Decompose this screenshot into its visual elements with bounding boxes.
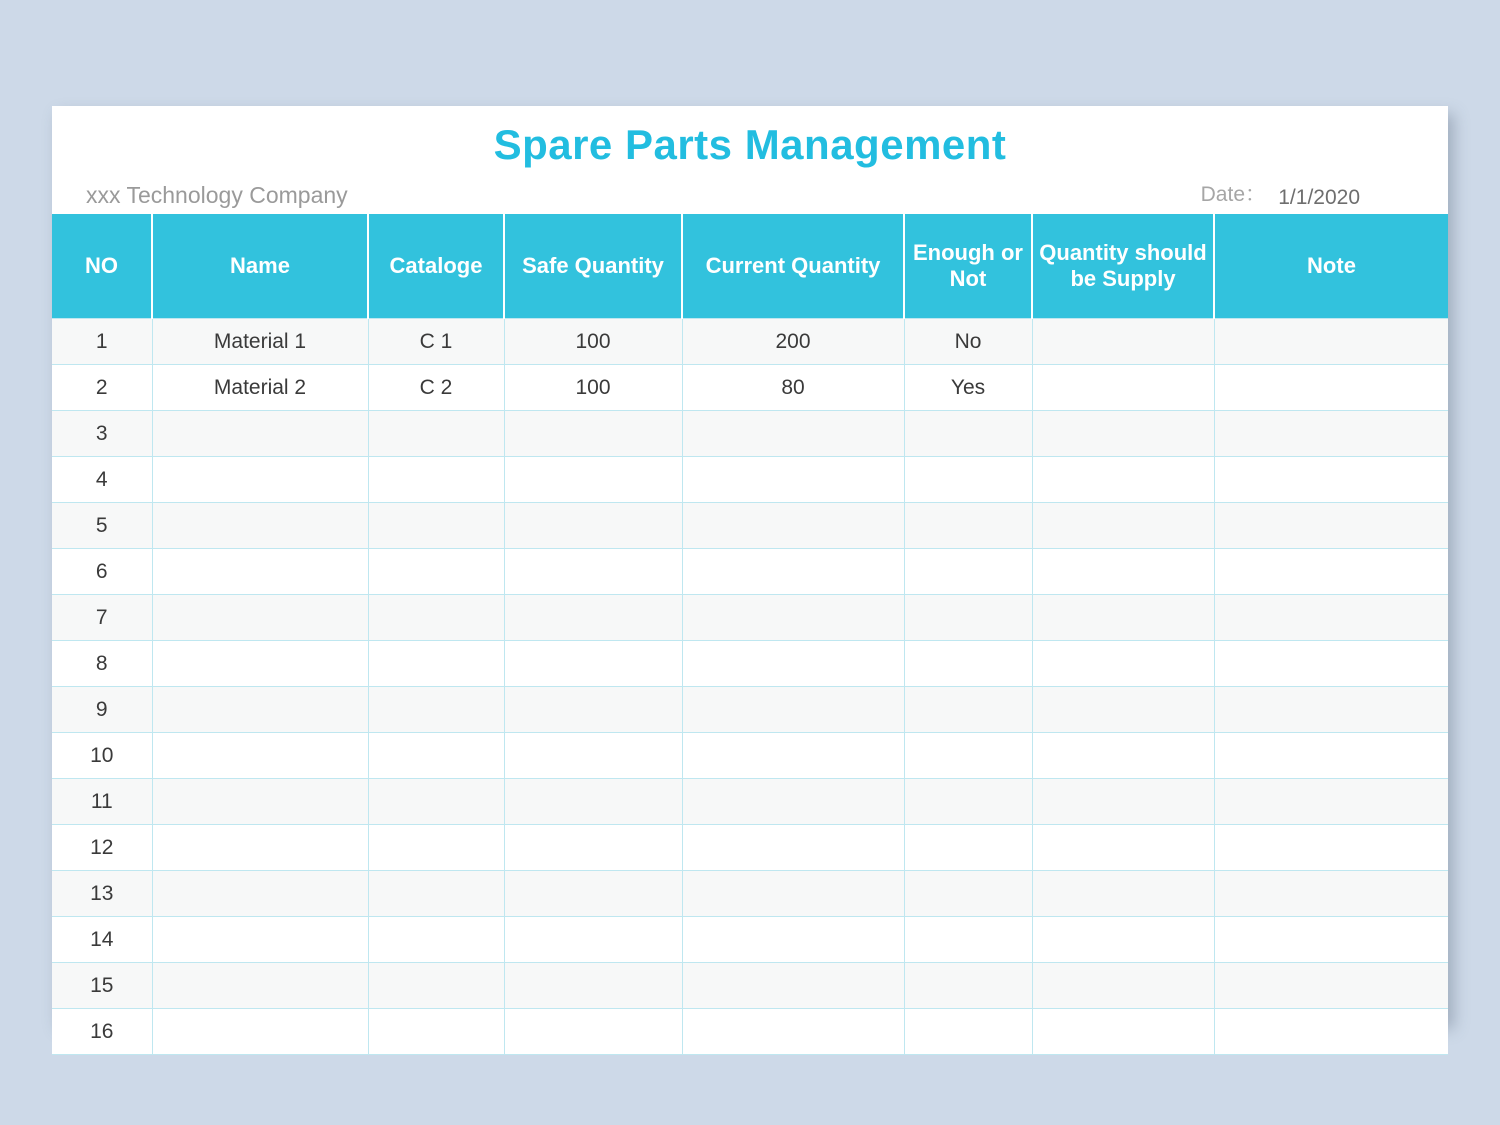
cell-name[interactable] [152,963,368,1009]
cell-cataloge[interactable] [368,503,504,549]
cell-note[interactable] [1214,687,1448,733]
cell-supply[interactable] [1032,595,1214,641]
cell-note[interactable] [1214,503,1448,549]
cell-current-quantity[interactable] [682,779,904,825]
table-row [52,917,1448,963]
table-row [52,779,1448,825]
cell-cataloge[interactable] [368,825,504,871]
cell-safe-quantity[interactable] [504,549,682,595]
cell-cataloge[interactable] [368,457,504,503]
column-header-quantity-should-be-supply: Quantity should be Supply [1032,214,1214,319]
cell-current-quantity[interactable] [682,595,904,641]
cell-supply[interactable] [1032,411,1214,457]
cell-supply[interactable] [1032,319,1214,365]
cell-note[interactable] [1214,457,1448,503]
cell-note[interactable] [1214,1009,1448,1055]
table-row [52,503,1448,549]
cell-supply[interactable] [1032,687,1214,733]
cell-no[interactable]: 14 [52,917,152,963]
cell-safe-quantity[interactable] [504,503,682,549]
cell-current-quantity[interactable] [682,549,904,595]
cell-enough-or-not[interactable] [904,641,1032,687]
cell-enough-or-not[interactable] [904,825,1032,871]
cell-supply[interactable] [1032,871,1214,917]
table-row [52,365,1448,411]
cell-name[interactable]: Material 1 [152,319,368,365]
cell-safe-quantity[interactable] [504,963,682,1009]
spare-parts-table [52,214,1448,1055]
cell-cataloge[interactable] [368,641,504,687]
cell-no[interactable]: 12 [52,825,152,871]
cell-name[interactable] [152,917,368,963]
cell-no[interactable]: 2 [52,365,152,411]
cell-name[interactable] [152,411,368,457]
cell-cataloge[interactable] [368,963,504,1009]
cell-current-quantity[interactable] [682,871,904,917]
column-header-enough-or-not: Enough or Not [904,214,1032,319]
cell-name[interactable] [152,641,368,687]
cell-no[interactable]: 7 [52,595,152,641]
sheet-subheader [52,168,1448,214]
cell-supply[interactable] [1032,963,1214,1009]
cell-name[interactable] [152,549,368,595]
cell-supply[interactable] [1032,365,1214,411]
table-row [52,871,1448,917]
cell-no[interactable]: 16 [52,1009,152,1055]
cell-enough-or-not[interactable] [904,871,1032,917]
cell-no[interactable]: 11 [52,779,152,825]
cell-name[interactable] [152,733,368,779]
cell-no[interactable]: 4 [52,457,152,503]
table-row [52,595,1448,641]
cell-current-quantity[interactable]: 80 [682,365,904,411]
cell-name[interactable]: Material 2 [152,365,368,411]
cell-note[interactable] [1214,779,1448,825]
cell-safe-quantity[interactable] [504,641,682,687]
cell-supply[interactable] [1032,917,1214,963]
cell-enough-or-not[interactable] [904,963,1032,1009]
cell-enough-or-not[interactable] [904,687,1032,733]
cell-note[interactable] [1214,871,1448,917]
cell-no[interactable]: 6 [52,549,152,595]
cell-cataloge[interactable] [368,549,504,595]
cell-current-quantity[interactable] [682,825,904,871]
cell-name[interactable] [152,871,368,917]
cell-cataloge[interactable] [368,1009,504,1055]
cell-safe-quantity[interactable] [504,779,682,825]
cell-safe-quantity[interactable] [504,871,682,917]
cell-cataloge[interactable]: C 1 [368,319,504,365]
cell-note[interactable] [1214,595,1448,641]
cell-safe-quantity[interactable] [504,733,682,779]
cell-enough-or-not[interactable] [904,549,1032,595]
cell-supply[interactable] [1032,1009,1214,1055]
cell-note[interactable] [1214,641,1448,687]
cell-no[interactable]: 3 [52,411,152,457]
cell-current-quantity[interactable] [682,411,904,457]
cell-current-quantity[interactable] [682,457,904,503]
cell-no[interactable]: 9 [52,687,152,733]
cell-enough-or-not[interactable]: Yes [904,365,1032,411]
cell-current-quantity[interactable] [682,641,904,687]
cell-note[interactable] [1214,733,1448,779]
spreadsheet-sheet [52,106,1448,1043]
cell-enough-or-not[interactable] [904,411,1032,457]
company-name: xxx Technology Company [86,182,348,209]
cell-current-quantity[interactable] [682,963,904,1009]
cell-safe-quantity[interactable] [504,595,682,641]
cell-current-quantity[interactable] [682,687,904,733]
table-body [52,319,1448,1055]
cell-no[interactable]: 5 [52,503,152,549]
cell-safe-quantity[interactable] [504,687,682,733]
cell-current-quantity[interactable] [682,503,904,549]
cell-supply[interactable] [1032,457,1214,503]
cell-supply[interactable] [1032,825,1214,871]
cell-name[interactable] [152,687,368,733]
table-row [52,733,1448,779]
cell-enough-or-not[interactable] [904,917,1032,963]
column-header-current-quantity: Current Quantity [682,214,904,319]
cell-safe-quantity[interactable] [504,411,682,457]
cell-enough-or-not[interactable] [904,733,1032,779]
date-value[interactable]: 1/1/2020 [1278,186,1360,210]
cell-supply[interactable] [1032,779,1214,825]
cell-cataloge[interactable] [368,871,504,917]
column-header-cataloge: Cataloge [368,214,504,319]
cell-note[interactable] [1214,917,1448,963]
cell-no[interactable]: 13 [52,871,152,917]
cell-cataloge[interactable]: C 2 [368,365,504,411]
date-label: Date： [1200,183,1266,207]
cell-note[interactable] [1214,365,1448,411]
cell-cataloge[interactable] [368,917,504,963]
cell-note[interactable] [1214,825,1448,871]
cell-safe-quantity[interactable]: 100 [504,365,682,411]
table-row [52,319,1448,365]
cell-note[interactable] [1214,319,1448,365]
cell-enough-or-not[interactable] [904,779,1032,825]
cell-name[interactable] [152,825,368,871]
cell-supply[interactable] [1032,641,1214,687]
cell-cataloge[interactable] [368,779,504,825]
cell-supply[interactable] [1032,549,1214,595]
table-row [52,641,1448,687]
cell-safe-quantity[interactable] [504,457,682,503]
cell-no[interactable]: 10 [52,733,152,779]
table-row [52,1009,1448,1055]
cell-supply[interactable] [1032,503,1214,549]
cell-note[interactable] [1214,963,1448,1009]
cell-name[interactable] [152,1009,368,1055]
table-row [52,963,1448,1009]
cell-current-quantity[interactable] [682,917,904,963]
cell-name[interactable] [152,457,368,503]
column-header-note: Note [1214,214,1448,319]
table-row [52,549,1448,595]
column-header-safe-quantity: Safe Quantity [504,214,682,319]
cell-safe-quantity[interactable]: 100 [504,319,682,365]
table-row [52,687,1448,733]
column-header-name: Name [152,214,368,319]
cell-enough-or-not[interactable] [904,503,1032,549]
cell-current-quantity[interactable] [682,1009,904,1055]
cell-name[interactable] [152,503,368,549]
cell-cataloge[interactable] [368,411,504,457]
cell-enough-or-not[interactable] [904,457,1032,503]
cell-no[interactable]: 8 [52,641,152,687]
cell-current-quantity[interactable] [682,733,904,779]
cell-current-quantity[interactable]: 200 [682,319,904,365]
cell-name[interactable] [152,595,368,641]
cell-note[interactable] [1214,549,1448,595]
cell-cataloge[interactable] [368,733,504,779]
page-title: Spare Parts Management [493,121,1007,168]
cell-cataloge[interactable] [368,687,504,733]
table-row [52,457,1448,503]
table-row [52,825,1448,871]
column-header-no: NO [52,214,152,319]
cell-enough-or-not[interactable] [904,1009,1032,1055]
cell-safe-quantity[interactable] [504,917,682,963]
cell-note[interactable] [1214,411,1448,457]
table-header-row [52,214,1448,319]
cell-supply[interactable] [1032,733,1214,779]
cell-safe-quantity[interactable] [504,825,682,871]
cell-enough-or-not[interactable]: No [904,319,1032,365]
cell-enough-or-not[interactable] [904,595,1032,641]
cell-no[interactable]: 15 [52,963,152,1009]
table-row [52,411,1448,457]
cell-cataloge[interactable] [368,595,504,641]
cell-safe-quantity[interactable] [504,1009,682,1055]
cell-name[interactable] [152,779,368,825]
cell-no[interactable]: 1 [52,319,152,365]
